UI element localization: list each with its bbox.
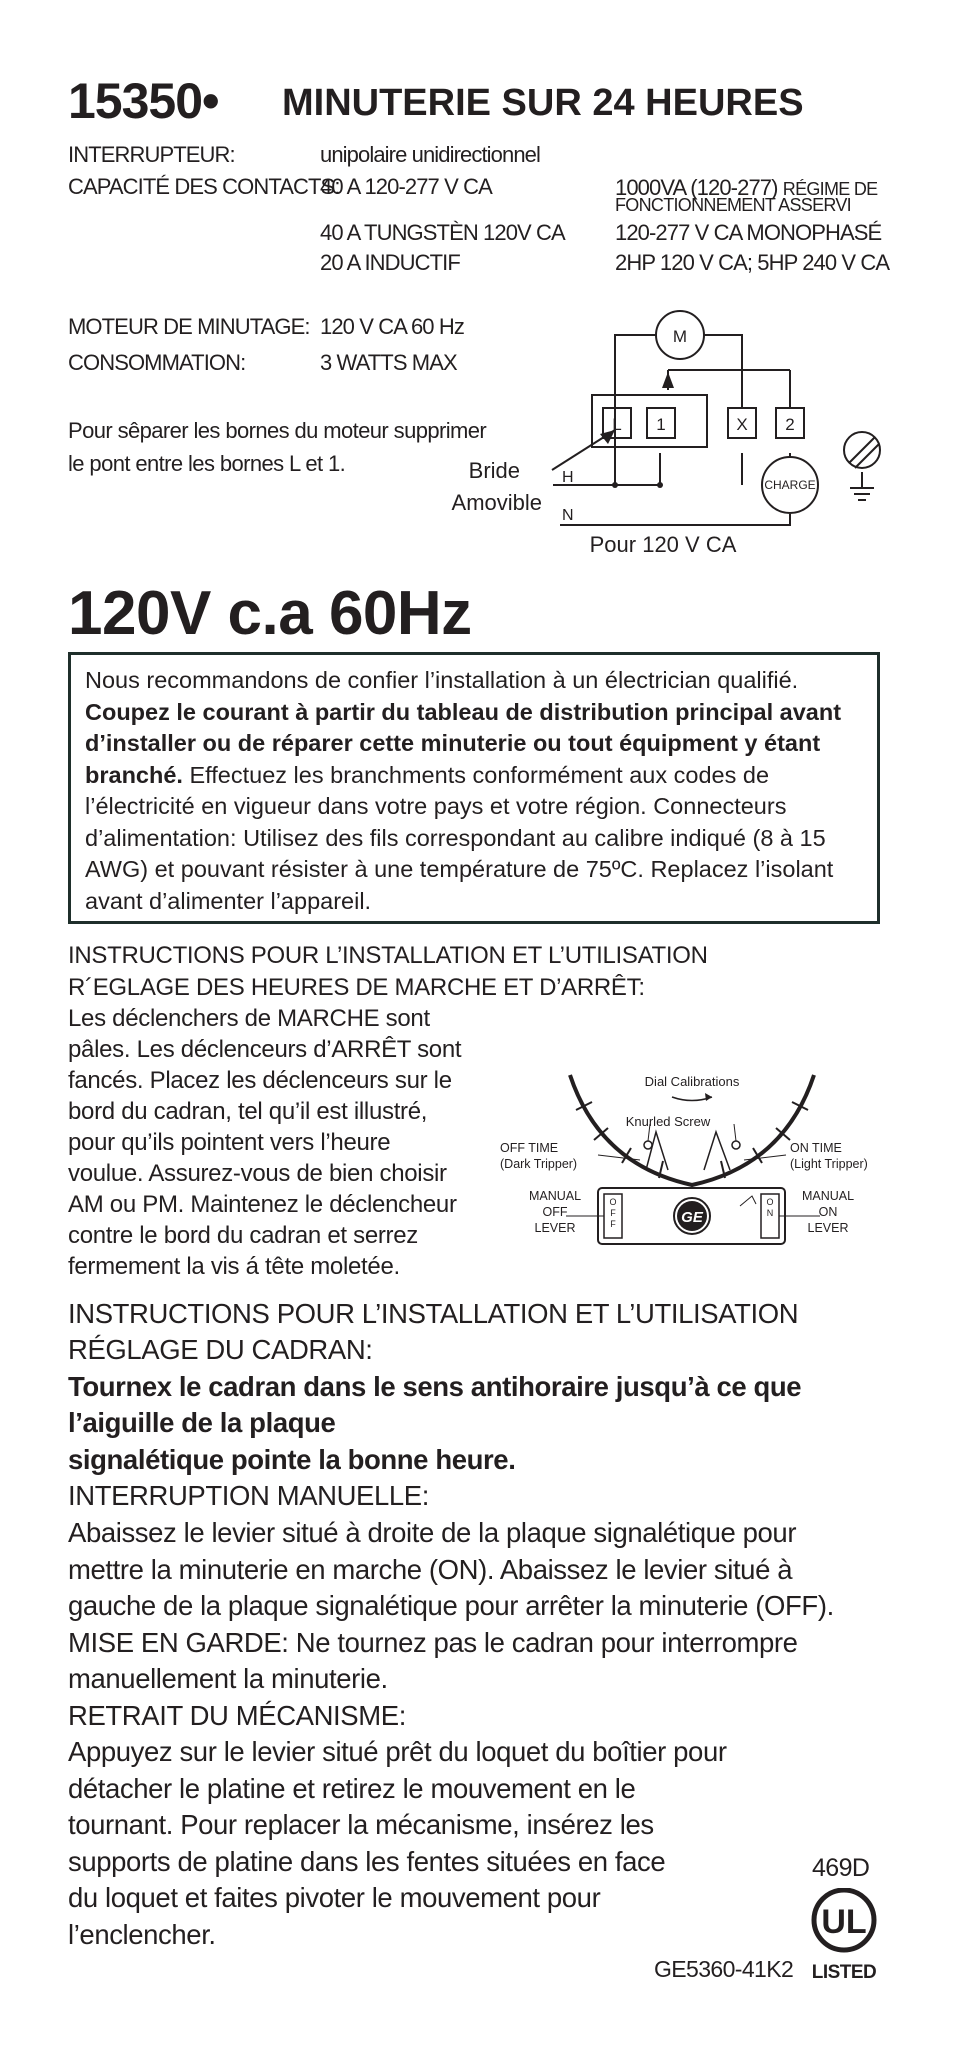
spec-right-line-3: 120-277 V CA MONOPHASÉ: [615, 220, 882, 245]
off-lever-label: [609, 1197, 616, 1229]
section1-line: voulue. Assurez-vous de bien choisir: [68, 1160, 447, 1187]
manual-line: manuellement la minuterie.: [68, 1663, 388, 1694]
manual-on-label-2: ON: [818, 1205, 838, 1219]
off-lever-text-char: O: [609, 1197, 617, 1207]
wire-motor-l: [565, 335, 656, 485]
warning-intro: Nous recommandons de confier l’installation à un électrician qualifié.: [85, 667, 799, 693]
knurled-screw-right: [732, 1141, 740, 1149]
removal-line: supports de platine dans les fentes situées en face: [68, 1845, 666, 1877]
section1-body: [68, 1003, 488, 1282]
section2-subheading: RÉGLAGE DU CADRAN:: [68, 1334, 373, 1365]
document-code: GE5360-41K2: [654, 1956, 794, 1982]
neutral-label: N: [562, 507, 574, 524]
section1-line: fermement la vis á tête moletée.: [68, 1253, 400, 1280]
on-lever-text-char: O: [766, 1197, 774, 1207]
knurled-screw-label: Knurled Screw: [625, 1114, 711, 1129]
spec-right-line-1a: 1000VA (120-277): [615, 175, 778, 200]
warning-rest: Effectuez les branchments conformément aux codes de l’électricité en vigueur dans votre pays et votre région. Connecteurs d’alimentation: Utilisez des fils correspondant au calibre indiqué (8 à 15 AWG) et pouvant résister à une température de 75ºC. Replacez l’isolant avant d’alimenter l’appareil.: [85, 761, 834, 914]
dial-instruction-bold-1: Tournex le cadran dans le sens antihoraire jusqu’à ce que: [68, 1371, 802, 1402]
manual-off-label-2: OFF: [542, 1205, 568, 1219]
bride-label-2: Amovible: [451, 490, 542, 515]
section1-line: AM ou PM. Maintenez le déclencheur: [68, 1191, 457, 1218]
listed-label: LISTED: [811, 1962, 877, 1983]
section2-heading: INSTRUCTIONS POUR L’INSTALLATION ET L’UTILISATION: [68, 1298, 799, 1329]
on-tripper: [704, 1132, 730, 1170]
manual-on-label-3: LEVER: [807, 1221, 849, 1235]
off-lever-text-char: F: [610, 1219, 616, 1229]
spec-contacts-label: CAPACITÉ DES CONTACTS:: [68, 174, 340, 199]
dial-instruction-bold-2: l’aiguille de la plaque: [68, 1407, 336, 1438]
off-tripper: [646, 1132, 668, 1170]
manual-body: [68, 1515, 948, 1698]
spec-motor-label: MOTEUR DE MINUTAGE:: [68, 314, 310, 339]
off-lever-text-char: F: [610, 1208, 616, 1218]
terminal-2-label: 2: [785, 415, 795, 434]
off-time-label-1: OFF TIME: [500, 1141, 559, 1155]
motor-label: M: [672, 327, 688, 346]
section1-line: pâles. Les déclenceurs d’ARRÊT sont: [68, 1036, 462, 1063]
terminal-1-label: 1: [656, 415, 666, 434]
spec-contacts-value-1: 40 A 120-277 V CA: [320, 174, 492, 199]
dial-diagram: [490, 1060, 890, 1260]
on-lever-text-char: N: [766, 1208, 774, 1218]
wiring-diagram: [430, 300, 890, 570]
ge-logo-text: GE: [681, 1209, 703, 1226]
manual-off-label-1: MANUAL: [528, 1189, 582, 1203]
removal-line: tournant. Pour replacer la mécanisme, insérez les: [68, 1809, 654, 1840]
ul-letters: UL: [821, 1903, 867, 1941]
warning-bold: Coupez le courant à partir du tableau de distribution principal avant d’installer ou de réparer cette minuterie ou tout équipment y étant branché.: [85, 698, 842, 788]
wire-neutral: [560, 514, 790, 525]
spec-switch-value: unipolaire unidirectionnel: [320, 142, 540, 167]
wiring-caption: Pour 120 V CA: [589, 532, 737, 557]
terminal-x-label: X: [736, 415, 748, 434]
knurled-screw-left: [644, 1141, 652, 1149]
removal-body: [68, 1734, 768, 1953]
dial-calibrations-label: Dial Calibrations: [644, 1074, 740, 1089]
section1-subheading: R´EGLAGE DES HEURES DE MARCHE ET D’ARRÊT:: [68, 974, 645, 1001]
spec-contacts-value-2: 40 A TUNGSTÈN 120V CA: [320, 220, 565, 245]
jumper-note-line-2: le pont entre les bornes L et 1.: [68, 451, 346, 476]
jumper-note: [68, 414, 486, 480]
spec-motor-value: 120 V CA 60 Hz: [320, 314, 464, 339]
on-time-label-2: (Light Tripper): [790, 1157, 868, 1171]
dial-instruction-bold-3: signalétique pointe la bonne heure.: [68, 1444, 516, 1475]
manual-heading: INTERRUPTION MANUELLE:: [68, 1480, 429, 1511]
spec-consumption-value: 3 WATTS MAX: [320, 350, 457, 375]
ul-listed-mark: [808, 1888, 880, 1988]
load-label: CHARGE: [764, 478, 816, 492]
section1-heading: INSTRUCTIONS POUR L’INSTALLATION ET L’UTILISATION: [68, 942, 708, 969]
spec-consumption-label: CONSOMMATION:: [68, 350, 246, 375]
manual-off-label-3: LEVER: [534, 1221, 576, 1235]
manual-on-label-1: MANUAL: [801, 1189, 855, 1203]
spec-switch-label: INTERRUPTEUR:: [68, 142, 235, 167]
removal-line: Appuyez sur le levier situé prêt du loquet du boîtier pour: [68, 1736, 727, 1767]
on-lever-label: [766, 1197, 773, 1218]
spec-right-line-4: 2HP 120 V CA; 5HP 240 V CA: [615, 250, 890, 275]
spec-right-line-2: FONCTIONNEMENT ASSERVI: [615, 195, 851, 215]
spec-contacts-value-3: 20 A INDUCTIF: [320, 250, 460, 275]
model-number: 15350•: [68, 73, 219, 129]
terminal-l-label: L: [612, 415, 622, 434]
manual-line: mettre la minuterie en marche (ON). Abaissez le levier situé à: [68, 1553, 793, 1585]
jumper-note-line-1: Pour sêparer les bornes du moteur supprimer: [68, 418, 487, 443]
section1-line: Les déclenchers de MARCHE sont: [68, 1005, 430, 1032]
cert-number: 469D: [812, 1854, 870, 1882]
voltage-heading: 120V c.a 60Hz: [68, 579, 472, 648]
removal-line: du loquet et faites pivoter le mouvement pour: [68, 1882, 601, 1913]
section1-line: contre le bord du cadran et serrez: [68, 1222, 418, 1249]
section1-line: pour qu’ils pointent vers l’heure: [68, 1129, 391, 1156]
removal-heading: RETRAIT DU MÉCANISME:: [68, 1700, 406, 1731]
manual-line: Abaissez le levier situé à droite de la plaque signalétique pour: [68, 1517, 797, 1548]
bride-label-1: Bride: [468, 458, 520, 483]
off-time-label-2: (Dark Tripper): [500, 1157, 578, 1171]
warning-box: [68, 652, 880, 924]
spec-right-line-1b: RÉGIME DE: [782, 179, 878, 199]
section1-line: bord du cadran, tel qu’il est illustré,: [68, 1098, 428, 1125]
product-title: MINUTERIE SUR 24 HEURES: [282, 82, 804, 124]
hot-label: H: [562, 469, 574, 486]
removal-line: l’enclencher.: [68, 1918, 216, 1950]
removal-line: détacher le platine et retirez le mouvement en le: [68, 1772, 636, 1804]
manual-line: MISE EN GARDE: Ne tournez pas le cadran pour interrompre: [68, 1626, 798, 1658]
on-time-label-1: ON TIME: [790, 1141, 842, 1155]
manual-line: gauche de la plaque signalétique pour arrêter la minuterie (OFF).: [68, 1590, 834, 1621]
section1-line: fancés. Placez les déclenceurs sur le: [68, 1067, 452, 1094]
